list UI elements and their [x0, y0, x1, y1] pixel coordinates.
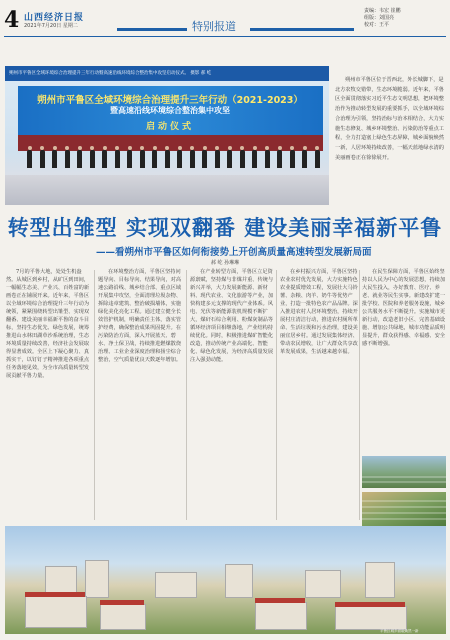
attendee-figure: [177, 150, 182, 168]
sub-headline: ——看朔州市平鲁区如何衔接势上开创高质量高速转型发展新局面: [96, 247, 372, 258]
article-column: [280, 268, 358, 526]
town-photo-caption: 平鲁区城乡面貌焕然一新: [380, 629, 419, 633]
newspaper-name: 山西经济日报: [24, 13, 85, 23]
attendee-figure: [65, 150, 70, 168]
banner-title-line2: 暨高速沿线环境综合整治集中攻坚: [110, 106, 230, 115]
article-paragraph: 在产业转型方面，平鲁区立足资源禀赋，坚持煤与非煤并重、传统与新兴并举，大力发展新能源、新材料、现代农业、文化旅游等产业，加快构建多元支撑的现代产业体系。风电、光伏等新能源装机规模不断扩大，煤矸石综合利用、粉煤灰制品等循环经济项目相继落地，产业结构持续优化。同时，积极推进煤矿智能化改造，推动传统产业高端化、智能化、绿色化发展，为经济高质量发展注入强劲动能。: [190, 269, 274, 363]
column-divider: [359, 270, 360, 520]
attendee-figure: [90, 150, 95, 168]
attendee-figure: [202, 150, 207, 168]
section-title: 特别报道: [192, 20, 236, 33]
intro-paragraph: 朔州市平鲁区位于晋西北，外长城脚下，是北方农牧交错带，生态环境脆弱。近年来，平鲁区全面贯彻落实习近平生态文明思想，把环境整治作为推动转型发展的重要抓手，以全域环境综合治理为引领，坚持治标与治本相结合，大力实施生态修复、城乡环境整治、污染防治等重点工程，全力打造塞上绿色生态屏障，城乡面貌焕然一新，人居环境持续改善，一幅天蓝地绿水清的美丽画卷正在徐徐展开。: [335, 77, 444, 161]
column-divider: [276, 270, 277, 520]
attendee-figure: [290, 150, 295, 168]
attendee-figure: [302, 150, 307, 168]
attendee-figure: [152, 150, 157, 168]
landscape-photo: [362, 456, 446, 488]
attendee-figure: [277, 150, 282, 168]
attendee-figure: [52, 150, 57, 168]
article-column: [98, 268, 183, 526]
article-column: [362, 268, 446, 454]
attendee-figure: [252, 150, 257, 168]
page-number: 4: [4, 7, 20, 33]
banner-title-line3: 启动仪式: [145, 122, 194, 132]
attendee-figure: [77, 150, 82, 168]
column-divider: [186, 270, 187, 520]
attendee-figure: [165, 150, 170, 168]
editor-info: [364, 8, 401, 29]
attendee-figure: [227, 150, 232, 168]
attendee-figure: [127, 150, 132, 168]
attendees-row: [5, 0, 329, 205]
attendee-figure: [40, 150, 45, 168]
byline: 郝 屹 孙琳琳: [210, 260, 240, 266]
article-paragraph: 在环境整治方面，平鲁区坚持问题导向、目标导向、结果导向，对高速公路沿线、城乡结合部、重点区域开展集中攻坚，全面清理垃圾杂物、拆除违章建筑、整治破损墙体，实施绿化美化亮化工程。通过建立健全长效管护机制，明确责任主体，落实管护经费，确保整治成果巩固提升。在污染防治方面，深入开展蓝天、碧水、净土保卫战，持续推进燃煤散烧治理、工业企业深度治理和扬尘综合整治，空气质量优良天数逐年增加。: [98, 269, 182, 363]
article-paragraph: 在民生保障方面，平鲁区始终坚持以人民为中心的发展思想，持续加大民生投入，办好教育、医疗、养老、就业等民生实事。新建改扩建一批学校、医院和养老服务设施，城乡公共服务水平不断提升。实施城市更新行动，改造老旧小区、完善基础设施、增加公共绿地，城市功能品质明显提升，群众获得感、幸福感、安全感不断增强。: [362, 269, 446, 347]
attendee-figure: [102, 150, 107, 168]
editor-info-line: 组版：刘国亮: [364, 15, 395, 21]
attendee-figure: [265, 150, 270, 168]
column-divider: [94, 270, 95, 520]
article-paragraph: 在乡村振兴方面，平鲁区坚持农业农村优先发展，大力实施特色农业提质增效工程，发展壮大马铃薯、杂粮、肉羊、奶牛等优势产业，打造一批特色农产品品牌。深入推进农村人居环境整治，持续开展村庄清洁行动，推进农村厕所革命、生活垃圾和污水治理，建设美丽宜居乡村。通过发展集体经济、带动农民增收，让广大群众共享改革发展成果，生活越来越幸福。: [280, 269, 358, 355]
terraced-fields-photo: [362, 492, 446, 526]
attendee-figure: [140, 150, 145, 168]
main-headline: 转型出雏型 实现双翻番 建设美丽幸福新平鲁: [7, 216, 443, 240]
attendee-figure: [215, 150, 220, 168]
article-column: [190, 268, 275, 526]
editor-info-line: 校对：王平: [364, 22, 390, 28]
editor-info-line: 责编：韦宏 崔鹏: [364, 8, 401, 14]
attendee-figure: [240, 150, 245, 168]
photo-caption: 朔州市平鲁区全域环境综合治理提升三年行动暨高速沿线环境综合整治集中攻坚启动仪式。 摄影 郝 屹: [9, 71, 212, 76]
attendee-figure: [190, 150, 195, 168]
attendee-figure: [115, 150, 120, 168]
town-photo: [5, 526, 446, 634]
attendee-figure: [27, 150, 32, 168]
article-column: [6, 268, 91, 526]
issue-date: 2021年7月20日 星期二: [24, 23, 78, 29]
attendee-figure: [315, 150, 320, 168]
article-paragraph: 7月的平鲁大地，处处生机盎然。从城区到乡村，从矿区到田间，一幅幅生态美、产业兴、百姓富的新画卷正在铺展开来。近年来，平鲁区以全域环境综合治理提升三年行动为统领，紧紧围绕转型出雏型、实现双翻番、建设美丽幸福新平鲁的奋斗目标，坚持生态优先、绿色发展，统筹推进山水林田湖草沙系统治理，生态环境质量持续改善，经济社会发展取得显著成效。全区上下凝心聚力、真抓实干，以钉钉子精神推进各项重点任务落地见效，为全市高质量转型发展贡献平鲁力量。: [6, 269, 90, 379]
banner-title-line1: 朔州市平鲁区全域环境综合治理提升三年行动（2021-2023）: [37, 95, 303, 106]
